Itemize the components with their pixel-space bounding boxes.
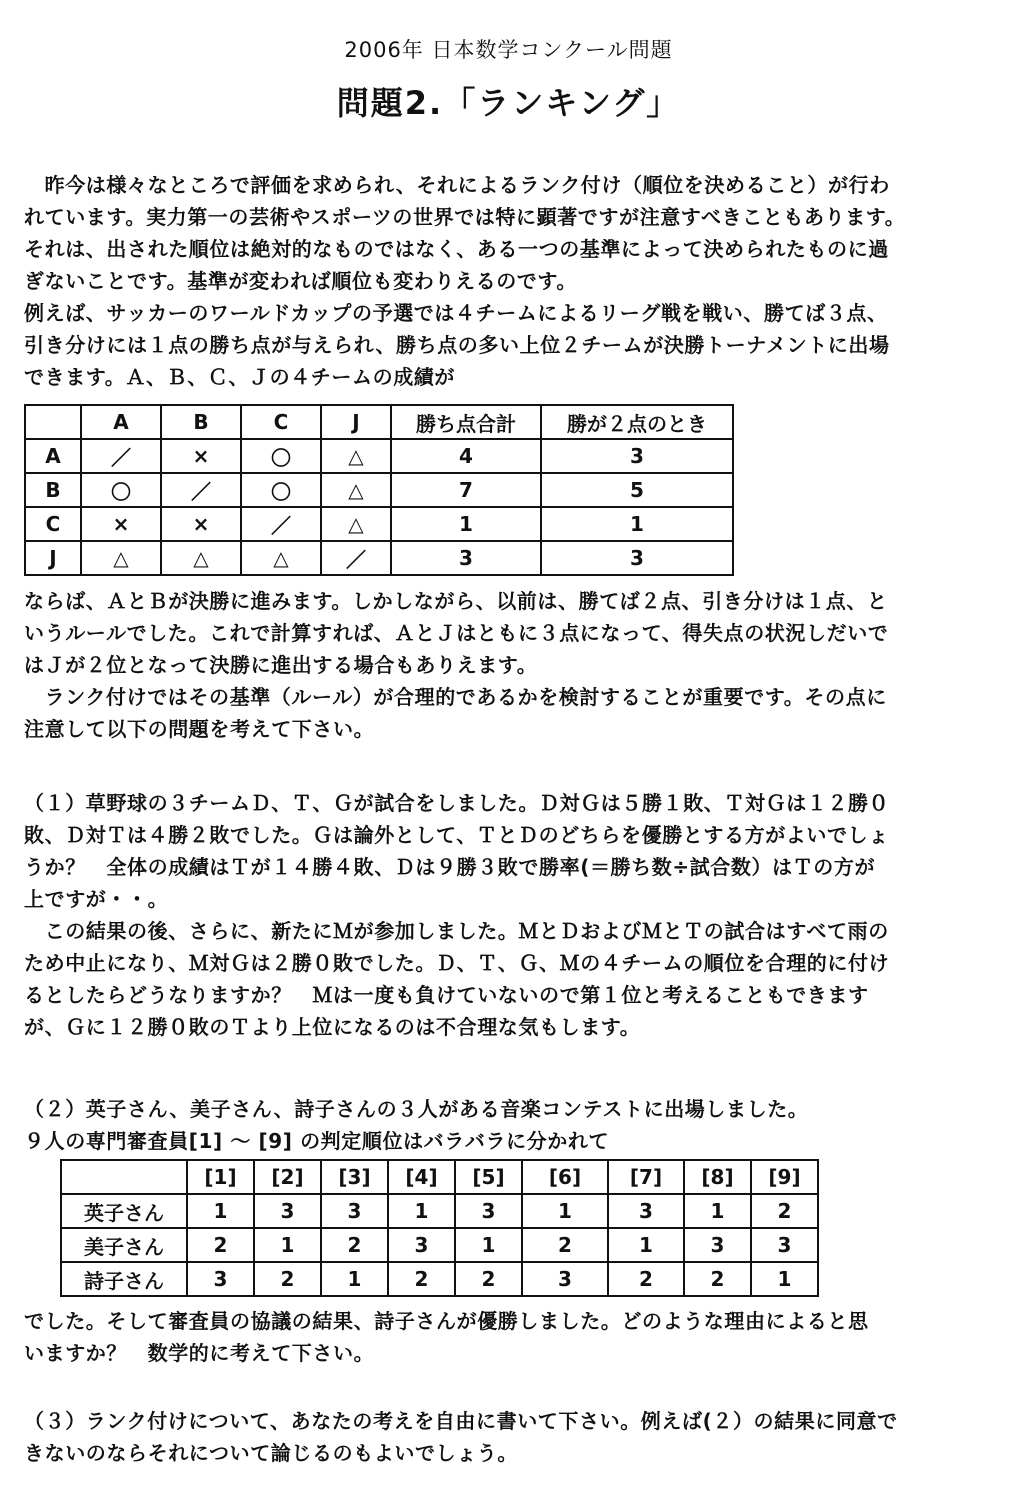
table-cell: [5] [455, 1160, 522, 1194]
table-cell: [8] [684, 1160, 751, 1194]
table-cell: 勝ち点合計 [391, 405, 541, 439]
question-1 [24, 787, 984, 1043]
table-cell: △ [81, 541, 161, 575]
table-row [25, 507, 733, 541]
table-row [61, 1194, 818, 1228]
table-cell: C [241, 405, 321, 439]
table-cell: 3 [522, 1262, 608, 1296]
table-cell: 勝が２点のとき [541, 405, 733, 439]
judges-ranking-table [60, 1159, 819, 1297]
text-line: 上ですが・・。 [24, 887, 169, 911]
text-line: るとしたらどうなりますか？ Ｍは一度も負けていないので第１位と考えることもできます [24, 983, 869, 1007]
table-cell: 1 [684, 1194, 751, 1228]
table-cell: 1 [522, 1194, 608, 1228]
text-line: できます。Ａ、Ｂ、Ｃ、Ｊの４チームの成績が [24, 365, 455, 389]
table-cell: × [161, 507, 241, 541]
question-2-continued [24, 1305, 984, 1369]
table-cell: 詩子さん [61, 1262, 187, 1296]
table-cell: △ [241, 541, 321, 575]
table-row [25, 473, 733, 507]
text-line: ぎないことです。基準が変われば順位も変わりえるのです。 [24, 269, 577, 293]
table-header-row [61, 1160, 818, 1194]
table-cell: 2 [751, 1194, 818, 1228]
table-cell: B [161, 405, 241, 439]
table-cell: △ [321, 439, 391, 473]
table-cell: 3 [684, 1228, 751, 1262]
table-cell: C [25, 507, 81, 541]
table-cell: 2 [388, 1262, 455, 1296]
table-cell: 2 [187, 1228, 254, 1262]
text-line: うか？ 全体の成績はＴが１４勝４敗、Ｄは９勝３敗で勝率(＝勝ち数÷試合数）はＴの方が [24, 855, 876, 879]
table-cell: 3 [388, 1228, 455, 1262]
table-cell: 1 [187, 1194, 254, 1228]
table-cell: 3 [187, 1262, 254, 1296]
table-cell: 1 [321, 1262, 388, 1296]
table-row [61, 1228, 818, 1262]
explanation-paragraph [24, 585, 984, 745]
text-line: （１）草野球の３チームＤ、Ｔ、Ｇが試合をしました。Ｄ対Ｇは５勝１敗、Ｔ対Ｇは１２勝０ [24, 791, 890, 815]
text-line: ならば、ＡとＢが決勝に進みます。しかしながら、以前は、勝てば２点、引き分けは１点、と [24, 589, 888, 613]
table-cell: 3 [321, 1194, 388, 1228]
table-cell: [2] [254, 1160, 321, 1194]
table-row [25, 541, 733, 575]
table-cell: A [81, 405, 161, 439]
table-cell [25, 405, 81, 439]
table-cell: [4] [388, 1160, 455, 1194]
table-cell: × [81, 507, 161, 541]
text-line: それは、出された順位は絶対的なものではなく、ある一つの基準によって決められたものに過 [24, 237, 889, 261]
text-line: この結果の後、さらに、新たにＭが参加しました。ＭとＤおよびＭとＴの試合はすべて雨の [24, 919, 889, 943]
text-line: きないのならそれについて論じるのもよいでしょう。 [24, 1441, 518, 1465]
text-line: れています。実力第一の芸術やスポーツの世界では特に顕著ですが注意すべきこともあります。 [24, 205, 906, 229]
table-cell: 2 [608, 1262, 684, 1296]
table-cell: 2 [254, 1262, 321, 1296]
table-cell: 3 [751, 1228, 818, 1262]
table-cell: A [25, 439, 81, 473]
table-cell: △ [321, 473, 391, 507]
text-line: 注意して以下の問題を考えて下さい。 [24, 717, 375, 741]
league-results-table [24, 404, 734, 576]
table-cell: ／ [321, 541, 391, 575]
table-cell: [7] [608, 1160, 684, 1194]
table-cell: 7 [391, 473, 541, 507]
table-cell: [1] [187, 1160, 254, 1194]
text-line: いうルールでした。これで計算すれば、ＡとＪはともに３点になって、得失点の状況しだいで [24, 621, 889, 645]
table-cell: [6] [522, 1160, 608, 1194]
table-cell: 1 [751, 1262, 818, 1296]
table-cell: 1 [608, 1228, 684, 1262]
table-cell: 〇 [81, 473, 161, 507]
table-cell: B [25, 473, 81, 507]
table-cell: 〇 [241, 439, 321, 473]
text-line: はＪが２位となって決勝に進出する場合もありえます。 [24, 653, 538, 677]
table-row [25, 439, 733, 473]
text-line: （３）ランク付けについて、あなたの考えを自由に書いて下さい。例えば(２）の結果に同意で [24, 1409, 898, 1433]
table-cell: 2 [684, 1262, 751, 1296]
table-cell: 3 [541, 439, 733, 473]
table-cell: 2 [522, 1228, 608, 1262]
text-line: ランク付けではその基準（ルール）が合理的であるかを検討することが重要です。その点に [24, 685, 887, 709]
table-cell: [9] [751, 1160, 818, 1194]
table-cell: △ [161, 541, 241, 575]
table-cell: 1 [455, 1228, 522, 1262]
text-line: ため中止になり、Ｍ対Ｇは２勝０敗でした。Ｄ、Ｔ、Ｇ、Ｍの４チームの順位を合理的に付け [24, 951, 890, 975]
table-row [61, 1262, 818, 1296]
text-line: 昨今は様々なところで評価を求められ、それによるランク付け（順位を決めること）が行わ [24, 173, 890, 197]
table-cell: 2 [321, 1228, 388, 1262]
table-header-row [25, 405, 733, 439]
table-cell: × [161, 439, 241, 473]
contest-heading: 2006年 日本数学コンクール問題 [344, 38, 673, 62]
question-2 [24, 1093, 984, 1157]
problem-title: 問題2.「ランキング」 [336, 84, 681, 122]
table-cell [61, 1160, 187, 1194]
text-line: が、Ｇに１２勝０敗のＴより上位になるのは不合理な気もします。 [24, 1015, 641, 1039]
text-line: 引き分けには１点の勝ち点が与えられ、勝ち点の多い上位２チームが決勝トーナメントに出場 [24, 333, 890, 357]
table-cell: ／ [241, 507, 321, 541]
text-line: 敗、Ｄ対Ｔは４勝２敗でした。Ｇは論外として、ＴとＤのどちらを優勝とする方がよいでしょ [24, 823, 889, 847]
text-line: でした。そして審査員の協議の結果、詩子さんが優勝しました。どのような理由によると思 [24, 1309, 869, 1333]
table-cell: 美子さん [61, 1228, 187, 1262]
table-cell: 英子さん [61, 1194, 187, 1228]
table-cell: 3 [541, 541, 733, 575]
table-cell: 1 [391, 507, 541, 541]
table-cell: 1 [388, 1194, 455, 1228]
table-cell: J [321, 405, 391, 439]
table-cell: 1 [541, 507, 733, 541]
intro-paragraph [24, 169, 984, 393]
table-cell: ／ [161, 473, 241, 507]
table-cell: △ [321, 507, 391, 541]
table-cell: 1 [254, 1228, 321, 1262]
table-cell: J [25, 541, 81, 575]
table-cell: 〇 [241, 473, 321, 507]
table-cell: ／ [81, 439, 161, 473]
table-cell: 4 [391, 439, 541, 473]
table-cell: 3 [608, 1194, 684, 1228]
table-cell: [3] [321, 1160, 388, 1194]
question-3 [24, 1405, 984, 1469]
table-cell: 2 [455, 1262, 522, 1296]
table-cell: 3 [254, 1194, 321, 1228]
text-line: ９人の専門審査員[1] ～ [9] の判定順位はバラバラに分かれて [24, 1129, 610, 1153]
text-line: （２）英子さん、美子さん、詩子さんの３人がある音楽コンテストに出場しました。 [24, 1097, 809, 1121]
text-line: 例えば、サッカーのワールドカップの予選では４チームによるリーグ戦を戦い、勝てば３点、 [24, 301, 888, 325]
text-line: いますか？ 数学的に考えて下さい。 [24, 1341, 375, 1365]
table-cell: 5 [541, 473, 733, 507]
table-cell: 3 [455, 1194, 522, 1228]
table-cell: 3 [391, 541, 541, 575]
